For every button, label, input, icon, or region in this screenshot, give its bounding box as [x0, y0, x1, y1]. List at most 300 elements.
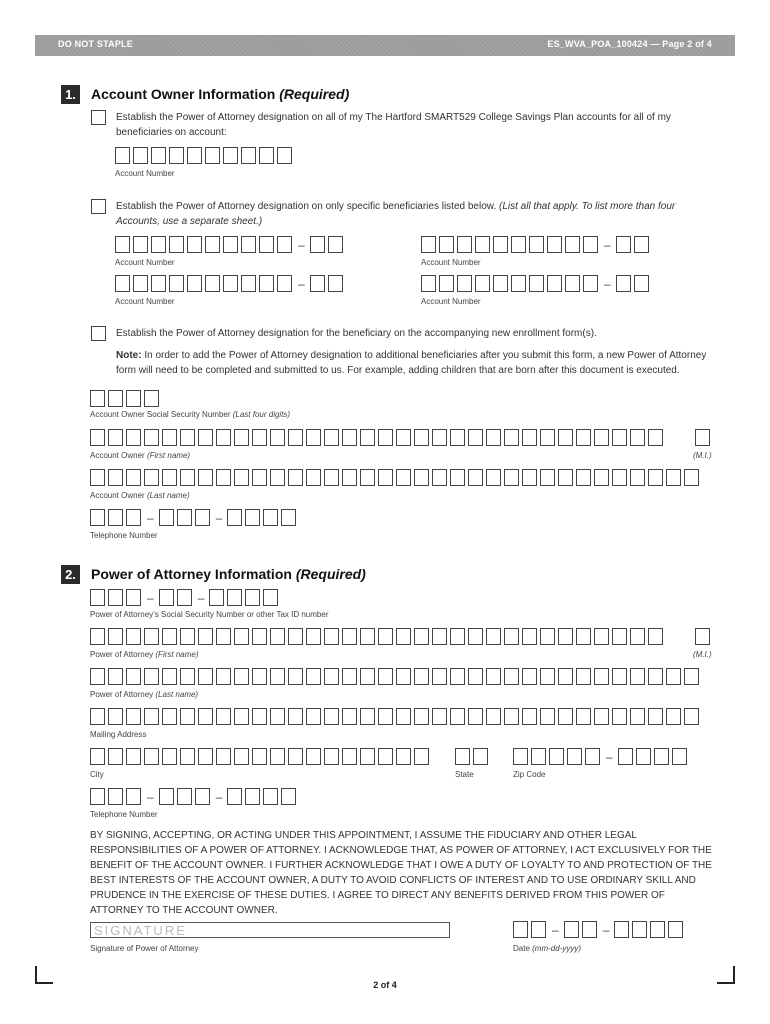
poa-last-name-field[interactable]: [90, 668, 702, 685]
char-box[interactable]: [529, 236, 544, 253]
char-box[interactable]: [263, 589, 278, 606]
char-box[interactable]: [468, 708, 483, 725]
char-box[interactable]: [306, 469, 321, 486]
char-box[interactable]: [227, 788, 242, 805]
char-box[interactable]: [115, 236, 130, 253]
char-box[interactable]: [227, 589, 242, 606]
zip-field[interactable]: [513, 748, 690, 765]
char-box[interactable]: [630, 668, 645, 685]
char-box[interactable]: [378, 429, 393, 446]
char-box[interactable]: [439, 275, 454, 292]
char-box[interactable]: [90, 668, 105, 685]
char-box[interactable]: [234, 748, 249, 765]
char-box[interactable]: [144, 748, 159, 765]
char-box[interactable]: [90, 429, 105, 446]
char-box[interactable]: [162, 748, 177, 765]
char-box[interactable]: [126, 429, 141, 446]
char-box[interactable]: [360, 429, 375, 446]
char-box[interactable]: [583, 236, 598, 253]
char-box[interactable]: [672, 748, 687, 765]
owner-telephone-field[interactable]: [90, 509, 299, 526]
char-box[interactable]: [205, 275, 220, 292]
char-box[interactable]: [582, 921, 597, 938]
char-box[interactable]: [666, 668, 681, 685]
char-box[interactable]: [666, 469, 681, 486]
char-box[interactable]: [126, 668, 141, 685]
char-box[interactable]: [288, 708, 303, 725]
char-box[interactable]: [511, 275, 526, 292]
poa-first-name-field[interactable]: [90, 628, 666, 645]
char-box[interactable]: [493, 275, 508, 292]
char-box[interactable]: [169, 275, 184, 292]
char-box[interactable]: [223, 236, 238, 253]
char-box[interactable]: [540, 628, 555, 645]
char-box[interactable]: [342, 429, 357, 446]
char-box[interactable]: [310, 275, 325, 292]
char-box[interactable]: [245, 509, 260, 526]
char-box[interactable]: [328, 275, 343, 292]
char-box[interactable]: [513, 748, 528, 765]
char-box[interactable]: [684, 469, 699, 486]
char-box[interactable]: [650, 921, 665, 938]
char-box[interactable]: [187, 147, 202, 164]
char-box[interactable]: [695, 429, 710, 446]
char-box[interactable]: [270, 748, 285, 765]
char-box[interactable]: [558, 469, 573, 486]
char-box[interactable]: [144, 628, 159, 645]
char-box[interactable]: [594, 628, 609, 645]
char-box[interactable]: [378, 708, 393, 725]
char-box[interactable]: [324, 628, 339, 645]
char-box[interactable]: [594, 469, 609, 486]
owner-last-name-field[interactable]: [90, 469, 702, 486]
char-box[interactable]: [396, 628, 411, 645]
char-box[interactable]: [234, 708, 249, 725]
char-box[interactable]: [216, 668, 231, 685]
char-box[interactable]: [504, 469, 519, 486]
char-box[interactable]: [475, 236, 490, 253]
char-box[interactable]: [223, 147, 238, 164]
char-box[interactable]: [108, 390, 123, 407]
char-box[interactable]: [324, 668, 339, 685]
char-box[interactable]: [648, 469, 663, 486]
char-box[interactable]: [216, 748, 231, 765]
char-box[interactable]: [252, 628, 267, 645]
char-box[interactable]: [252, 708, 267, 725]
char-box[interactable]: [342, 628, 357, 645]
char-box[interactable]: [468, 429, 483, 446]
char-box[interactable]: [245, 589, 260, 606]
char-box[interactable]: [695, 628, 710, 645]
char-box[interactable]: [126, 788, 141, 805]
char-box[interactable]: [457, 275, 472, 292]
char-box[interactable]: [342, 708, 357, 725]
char-box[interactable]: [198, 429, 213, 446]
char-box[interactable]: [288, 668, 303, 685]
char-box[interactable]: [634, 236, 649, 253]
char-box[interactable]: [270, 429, 285, 446]
account-number-field-4[interactable]: [115, 275, 346, 292]
char-box[interactable]: [126, 390, 141, 407]
char-box[interactable]: [198, 748, 213, 765]
char-box[interactable]: [378, 469, 393, 486]
char-box[interactable]: [216, 628, 231, 645]
owner-mi-field[interactable]: [695, 429, 713, 446]
char-box[interactable]: [668, 921, 683, 938]
char-box[interactable]: [612, 469, 627, 486]
char-box[interactable]: [252, 748, 267, 765]
char-box[interactable]: [432, 628, 447, 645]
owner-first-name-field[interactable]: [90, 429, 666, 446]
char-box[interactable]: [486, 628, 501, 645]
char-box[interactable]: [634, 275, 649, 292]
mailing-address-field[interactable]: [90, 708, 702, 725]
char-box[interactable]: [612, 429, 627, 446]
char-box[interactable]: [486, 668, 501, 685]
char-box[interactable]: [306, 668, 321, 685]
char-box[interactable]: [223, 275, 238, 292]
char-box[interactable]: [162, 668, 177, 685]
char-box[interactable]: [270, 708, 285, 725]
char-box[interactable]: [342, 469, 357, 486]
char-box[interactable]: [234, 469, 249, 486]
char-box[interactable]: [630, 469, 645, 486]
char-box[interactable]: [396, 748, 411, 765]
char-box[interactable]: [187, 275, 202, 292]
char-box[interactable]: [216, 469, 231, 486]
char-box[interactable]: [133, 236, 148, 253]
char-box[interactable]: [654, 748, 669, 765]
char-box[interactable]: [648, 628, 663, 645]
char-box[interactable]: [342, 748, 357, 765]
char-box[interactable]: [277, 236, 292, 253]
char-box[interactable]: [115, 275, 130, 292]
char-box[interactable]: [108, 708, 123, 725]
char-box[interactable]: [585, 748, 600, 765]
char-box[interactable]: [277, 275, 292, 292]
char-box[interactable]: [151, 275, 166, 292]
account-number-field-2[interactable]: [115, 236, 346, 253]
option-new-enrollment-checkbox[interactable]: [91, 326, 106, 341]
char-box[interactable]: [421, 275, 436, 292]
char-box[interactable]: [565, 275, 580, 292]
char-box[interactable]: [144, 429, 159, 446]
char-box[interactable]: [162, 708, 177, 725]
char-box[interactable]: [241, 147, 256, 164]
char-box[interactable]: [281, 788, 296, 805]
char-box[interactable]: [630, 429, 645, 446]
char-box[interactable]: [504, 628, 519, 645]
char-box[interactable]: [151, 147, 166, 164]
char-box[interactable]: [205, 236, 220, 253]
char-box[interactable]: [432, 668, 447, 685]
char-box[interactable]: [177, 589, 192, 606]
char-box[interactable]: [324, 469, 339, 486]
char-box[interactable]: [576, 469, 591, 486]
char-box[interactable]: [252, 469, 267, 486]
char-box[interactable]: [144, 390, 159, 407]
char-box[interactable]: [432, 708, 447, 725]
option-specific-beneficiaries-checkbox[interactable]: [91, 199, 106, 214]
option-all-accounts-checkbox[interactable]: [91, 110, 106, 125]
char-box[interactable]: [614, 921, 629, 938]
char-box[interactable]: [576, 708, 591, 725]
char-box[interactable]: [126, 509, 141, 526]
char-box[interactable]: [108, 509, 123, 526]
char-box[interactable]: [414, 748, 429, 765]
char-box[interactable]: [216, 708, 231, 725]
char-box[interactable]: [547, 236, 562, 253]
char-box[interactable]: [468, 668, 483, 685]
char-box[interactable]: [259, 275, 274, 292]
char-box[interactable]: [108, 628, 123, 645]
char-box[interactable]: [612, 628, 627, 645]
char-box[interactable]: [259, 236, 274, 253]
char-box[interactable]: [558, 668, 573, 685]
char-box[interactable]: [486, 469, 501, 486]
poa-mi-field[interactable]: [695, 628, 713, 645]
state-field[interactable]: [455, 748, 491, 765]
char-box[interactable]: [180, 429, 195, 446]
char-box[interactable]: [310, 236, 325, 253]
char-box[interactable]: [504, 429, 519, 446]
char-box[interactable]: [414, 708, 429, 725]
char-box[interactable]: [306, 628, 321, 645]
char-box[interactable]: [648, 668, 663, 685]
char-box[interactable]: [565, 236, 580, 253]
char-box[interactable]: [576, 668, 591, 685]
char-box[interactable]: [493, 236, 508, 253]
char-box[interactable]: [90, 788, 105, 805]
char-box[interactable]: [522, 628, 537, 645]
char-box[interactable]: [241, 236, 256, 253]
char-box[interactable]: [270, 668, 285, 685]
char-box[interactable]: [306, 748, 321, 765]
char-box[interactable]: [198, 469, 213, 486]
account-number-field-3[interactable]: [421, 236, 652, 253]
char-box[interactable]: [90, 589, 105, 606]
char-box[interactable]: [90, 469, 105, 486]
char-box[interactable]: [594, 429, 609, 446]
char-box[interactable]: [378, 668, 393, 685]
account-number-field-5[interactable]: [421, 275, 652, 292]
char-box[interactable]: [450, 708, 465, 725]
char-box[interactable]: [360, 668, 375, 685]
char-box[interactable]: [529, 275, 544, 292]
char-box[interactable]: [342, 668, 357, 685]
city-field[interactable]: [90, 748, 432, 765]
char-box[interactable]: [180, 748, 195, 765]
char-box[interactable]: [126, 708, 141, 725]
char-box[interactable]: [531, 748, 546, 765]
char-box[interactable]: [90, 708, 105, 725]
char-box[interactable]: [162, 429, 177, 446]
char-box[interactable]: [252, 668, 267, 685]
char-box[interactable]: [450, 628, 465, 645]
char-box[interactable]: [540, 668, 555, 685]
char-box[interactable]: [468, 469, 483, 486]
char-box[interactable]: [159, 589, 174, 606]
poa-telephone-field[interactable]: [90, 788, 299, 805]
char-box[interactable]: [277, 147, 292, 164]
char-box[interactable]: [162, 628, 177, 645]
char-box[interactable]: [180, 668, 195, 685]
char-box[interactable]: [126, 469, 141, 486]
char-box[interactable]: [234, 628, 249, 645]
char-box[interactable]: [108, 469, 123, 486]
char-box[interactable]: [108, 788, 123, 805]
char-box[interactable]: [414, 469, 429, 486]
char-box[interactable]: [504, 668, 519, 685]
char-box[interactable]: [439, 236, 454, 253]
char-box[interactable]: [522, 708, 537, 725]
char-box[interactable]: [126, 589, 141, 606]
char-box[interactable]: [475, 275, 490, 292]
char-box[interactable]: [630, 628, 645, 645]
char-box[interactable]: [159, 788, 174, 805]
char-box[interactable]: [684, 668, 699, 685]
char-box[interactable]: [270, 469, 285, 486]
char-box[interactable]: [468, 628, 483, 645]
account-number-field-1[interactable]: [115, 147, 295, 164]
char-box[interactable]: [198, 628, 213, 645]
char-box[interactable]: [612, 668, 627, 685]
char-box[interactable]: [594, 708, 609, 725]
char-box[interactable]: [396, 708, 411, 725]
char-box[interactable]: [531, 921, 546, 938]
char-box[interactable]: [421, 236, 436, 253]
char-box[interactable]: [360, 708, 375, 725]
char-box[interactable]: [432, 469, 447, 486]
char-box[interactable]: [234, 429, 249, 446]
char-box[interactable]: [396, 429, 411, 446]
char-box[interactable]: [457, 236, 472, 253]
char-box[interactable]: [180, 628, 195, 645]
char-box[interactable]: [564, 921, 579, 938]
char-box[interactable]: [90, 390, 105, 407]
char-box[interactable]: [648, 429, 663, 446]
char-box[interactable]: [195, 509, 210, 526]
char-box[interactable]: [133, 275, 148, 292]
char-box[interactable]: [486, 708, 501, 725]
date-field[interactable]: [513, 921, 686, 938]
char-box[interactable]: [108, 748, 123, 765]
char-box[interactable]: [558, 708, 573, 725]
char-box[interactable]: [360, 748, 375, 765]
char-box[interactable]: [126, 748, 141, 765]
char-box[interactable]: [522, 668, 537, 685]
char-box[interactable]: [378, 628, 393, 645]
char-box[interactable]: [414, 628, 429, 645]
char-box[interactable]: [90, 748, 105, 765]
char-box[interactable]: [288, 429, 303, 446]
char-box[interactable]: [636, 748, 651, 765]
char-box[interactable]: [227, 509, 242, 526]
char-box[interactable]: [241, 275, 256, 292]
char-box[interactable]: [216, 429, 231, 446]
char-box[interactable]: [108, 589, 123, 606]
char-box[interactable]: [306, 708, 321, 725]
char-box[interactable]: [547, 275, 562, 292]
char-box[interactable]: [414, 668, 429, 685]
char-box[interactable]: [328, 236, 343, 253]
char-box[interactable]: [486, 429, 501, 446]
char-box[interactable]: [511, 236, 526, 253]
char-box[interactable]: [583, 275, 598, 292]
char-box[interactable]: [618, 748, 633, 765]
char-box[interactable]: [259, 147, 274, 164]
char-box[interactable]: [558, 628, 573, 645]
char-box[interactable]: [144, 668, 159, 685]
char-box[interactable]: [396, 469, 411, 486]
char-box[interactable]: [159, 509, 174, 526]
char-box[interactable]: [576, 429, 591, 446]
char-box[interactable]: [263, 788, 278, 805]
char-box[interactable]: [648, 708, 663, 725]
char-box[interactable]: [144, 469, 159, 486]
char-box[interactable]: [177, 788, 192, 805]
char-box[interactable]: [177, 509, 192, 526]
char-box[interactable]: [324, 708, 339, 725]
char-box[interactable]: [616, 236, 631, 253]
char-box[interactable]: [324, 429, 339, 446]
char-box[interactable]: [504, 708, 519, 725]
char-box[interactable]: [540, 469, 555, 486]
char-box[interactable]: [90, 509, 105, 526]
char-box[interactable]: [324, 748, 339, 765]
char-box[interactable]: [198, 708, 213, 725]
char-box[interactable]: [180, 469, 195, 486]
char-box[interactable]: [108, 429, 123, 446]
char-box[interactable]: [567, 748, 582, 765]
char-box[interactable]: [576, 628, 591, 645]
char-box[interactable]: [396, 668, 411, 685]
char-box[interactable]: [270, 628, 285, 645]
char-box[interactable]: [432, 429, 447, 446]
char-box[interactable]: [252, 429, 267, 446]
char-box[interactable]: [180, 708, 195, 725]
char-box[interactable]: [195, 788, 210, 805]
owner-ssn-field[interactable]: [90, 390, 162, 407]
char-box[interactable]: [455, 748, 470, 765]
char-box[interactable]: [205, 147, 220, 164]
char-box[interactable]: [209, 589, 224, 606]
char-box[interactable]: [169, 147, 184, 164]
char-box[interactable]: [90, 628, 105, 645]
char-box[interactable]: [540, 708, 555, 725]
char-box[interactable]: [632, 921, 647, 938]
char-box[interactable]: [245, 788, 260, 805]
char-box[interactable]: [594, 668, 609, 685]
char-box[interactable]: [288, 748, 303, 765]
char-box[interactable]: [513, 921, 528, 938]
char-box[interactable]: [281, 509, 296, 526]
char-box[interactable]: [522, 469, 537, 486]
char-box[interactable]: [522, 429, 537, 446]
char-box[interactable]: [549, 748, 564, 765]
char-box[interactable]: [378, 748, 393, 765]
char-box[interactable]: [540, 429, 555, 446]
char-box[interactable]: [169, 236, 184, 253]
char-box[interactable]: [187, 236, 202, 253]
char-box[interactable]: [234, 668, 249, 685]
char-box[interactable]: [360, 628, 375, 645]
char-box[interactable]: [473, 748, 488, 765]
char-box[interactable]: [616, 275, 631, 292]
char-box[interactable]: [263, 509, 278, 526]
char-box[interactable]: [133, 147, 148, 164]
poa-ssn-field[interactable]: [90, 589, 281, 606]
